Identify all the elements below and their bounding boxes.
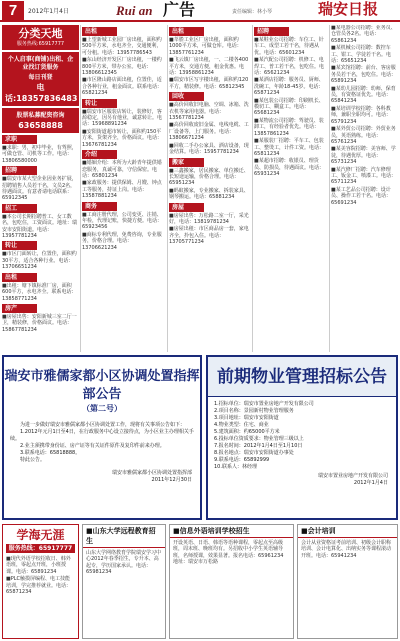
tender-line: 5.建筑面积：约65000平方米 <box>214 429 280 435</box>
listing: ■某机械公司招聘：数控车工、钳工、学徒若干名。电话：65651234 <box>331 45 392 65</box>
category-label: 出租 <box>82 27 117 36</box>
listing: ■飞云镇厂房出租，一、二楼各400平方米，交通方便，租金优惠。电话：13958861234 <box>169 57 249 77</box>
editor-credit: 责任编辑：林小琴 <box>232 9 273 15</box>
listing: ■某超市招聘：收银员、理货员、防损员，待遇面议。电话：65931234 <box>254 158 325 178</box>
tender-line: 1.招标单位：瑞安市置业房地产开发有限公司 <box>214 401 314 407</box>
notice-paragraph: 特此公告。 <box>20 457 46 463</box>
listing: ■某培训学校招聘：各科教师，兼职全职均可。电话：65791234 <box>331 105 392 125</box>
listing: ■瑞安市区写字楼出租，面积约120平方，精装修。电话：65812345 <box>169 77 249 90</box>
notice-paragraph: 3.联系电话：65818888。 <box>20 450 81 456</box>
tender-notice <box>206 355 398 520</box>
listing: ■某汽修厂招聘：汽车修理工、钣金工、喷漆工。电话：65711234 <box>331 166 397 186</box>
notice-paragraph: 为进一步做好瑞安市雅儒家都小区协调处置工作，现将有关事项公告如下： <box>20 422 186 428</box>
promo-box <box>2 52 79 106</box>
listing: ■某美容院招聘：美容师、学徒，待遇优厚。电话：65731234 <box>331 146 396 166</box>
notice-title: 瑞安市雅儒家都小区协调处置指挥部公告 <box>4 368 200 401</box>
notice-issuer: 瑞安市雅儒家都小区协调处置指挥部 <box>111 470 192 476</box>
listing: ■房屋出售：安阳新城三室二厅一卫，精装修，价格面议。电话：15867781234 <box>2 313 77 333</box>
listing-column <box>254 25 328 352</box>
listing: ■某工艺品公司招聘：设计员、操作工若干名。电话：65691234 <box>331 186 392 206</box>
tender-line: 10.联系人：林经理 <box>214 464 257 470</box>
stock-box <box>2 108 79 133</box>
listing: ■某外贸公司招聘：外贸业务员，英语熟练。电话：65761234 <box>331 126 396 145</box>
notice-paragraph: 1.2012年元月1日至4日，在行政服务中心设立接待点，为小区业主办理相关手续。 <box>10 429 194 442</box>
tender-issuer: 瑞安市置业房地产开发有限公司 <box>317 473 388 479</box>
listing-column <box>331 25 398 352</box>
category-label: 搬家 <box>169 158 204 167</box>
category-label: 转让 <box>82 99 117 108</box>
tender-date: 2012年1月4日 <box>353 480 388 486</box>
listing: ■高价回收废旧金属、电线电缆、工厂设备等，上门服务。电话：13806671234 <box>169 122 249 142</box>
promo-text: 每日刊登 <box>28 74 53 81</box>
category-label: 出租 <box>169 27 204 36</box>
listing: ■某宾馆招聘：前台、客房服务员若干名，包吃住。电话：65891234 <box>331 65 397 85</box>
listing: ■安阳街道超市转让，面积约150平方米，货架齐全，价格面议。电话：13676781234 <box>82 128 163 148</box>
listing: ■房屋出租：市区商品房一套，家电齐全，拎包入住。电话：13705771234 <box>169 226 249 246</box>
listing: ■回收二手办公家具、酒店设备，现金结算。电话：15957781234 <box>169 142 249 156</box>
category-label: 招聘 <box>2 166 37 175</box>
education-ad-text: 山东大学网络教育学院瑞安学习中心2012年春季招生，专升本、高起专，学历国家承认。电话：65981234 <box>86 550 162 576</box>
tender-line: 9.联系电话：65892999 <box>214 457 270 463</box>
listing-column <box>169 25 251 352</box>
listing: ■蚂蚁搬家，专业搬家、拆装家具、钢琴搬运。电话：65881234 <box>169 187 249 201</box>
tender-title-band <box>208 357 396 397</box>
column-divider <box>167 25 168 352</box>
education-ad <box>82 524 166 639</box>
classified-column <box>2 25 79 352</box>
education-ad-title: ■会计培训 <box>298 525 397 538</box>
category-label: 转让 <box>2 241 37 250</box>
education-ad-title: ■信息外语培训学校招生 <box>170 525 293 538</box>
tender-line: 4.物业类型：住宅、商业 <box>214 422 269 428</box>
listing: ■瑞安市区服装店转让，装修好，客源稳定，因另有他业，诚意转让。电话：15968891234 <box>82 108 163 128</box>
listing: ■高价回收旧电脑、空调、冰箱、洗衣机等家用电器。电话：13567781234 <box>169 102 249 122</box>
notice-paragraph: 2.业主须携带身份证、房产证等有关证件原件及复印件前来办理。 <box>20 443 165 449</box>
column-divider <box>252 25 253 352</box>
listing: ■某包装公司招聘：印刷机长、模切工、糊盒工。电话：65681234 <box>254 97 324 117</box>
tender-line: 7.报名时间：2012年1月4日至1月10日 <box>214 443 303 449</box>
page-number: 7 <box>2 1 24 20</box>
listing: ■工商注册代理，公司变更、注销、年检，代理记账，快捷方便。电话：65923456 <box>82 211 163 231</box>
listing: ■某酒店招聘：服务员、厨师、洗碗工，年龄18-45岁。电话：65871234 <box>254 77 324 97</box>
listing: ■某物流公司招聘：驾驶员、装卸工，有经验者优先。电话：13857861234 <box>254 117 324 137</box>
listing: ■婚姻介绍：本所为大龄青年提供婚恋服务，真诚可靠，守信保密。电话：65801234 <box>82 160 162 179</box>
education-listing: ■PLC触摸屏编程、电工技能培训，学完推荐就业。电话：65871234 <box>6 576 72 596</box>
promo-phone: 电话:18357836483 <box>5 83 78 103</box>
issue-date: 2012年1月4日 <box>28 8 69 15</box>
listing: ■某幼儿园招聘：幼师、保育员，有资格证优先。电话：65841234 <box>331 85 396 105</box>
education-ad-title: ■山东大学远程教育招生 <box>83 525 165 548</box>
category-label: 回收 <box>169 92 204 101</box>
category-label: 商务 <box>82 202 117 211</box>
stock-text: 股票私募配资咨询 <box>16 112 65 119</box>
newspaper-logo: 瑞安日报 <box>318 2 379 18</box>
listing: ■某鞋业公司招聘：车位工、针车工、成型工若干名，待遇从优。电话：65601234 <box>254 37 324 56</box>
listing: ■家政服务：提供保姆、月嫂、钟点工等服务，持证上岗。电话：13587881234 <box>82 180 162 200</box>
listing: ■市区隆山路店面出租，位置佳，适合各种行业，租金面议。联系电话：65821234 <box>82 77 163 97</box>
listing: ■上望新城工业园厂房出租，面积约500平方米，水电齐全，交通便利，可分租。电话：13957786543 <box>82 37 162 56</box>
education-listing: ■现代外语学校招收日、韩外语班，零起点开班，小班授课。电话：65891234 <box>6 556 71 575</box>
notice-number: （第二号） <box>82 404 122 413</box>
listing: ■莘塍工业区厂房出租，面积约1000平方米，可做仓库。电话：13857761234 <box>169 37 242 56</box>
listing-column <box>82 25 166 352</box>
ruian-label: Rui an <box>116 3 153 18</box>
tender-title: 前期物业管理招标公告 <box>217 367 387 386</box>
classified-banner <box>2 25 79 50</box>
category-label: 招聘 <box>254 27 289 36</box>
tender-line: 6.投标单位资质要求：物业管理三级以上 <box>214 436 304 442</box>
education-box <box>2 524 79 639</box>
classified-title: 分类天地 <box>18 28 63 40</box>
listing: ■出租：塘下镇标准厂房，面积600平方，水电齐全。联系电话：13858771234 <box>2 282 77 302</box>
column-divider <box>329 25 330 352</box>
tender-line: 3.项目地址：瑞安市安阳街道 <box>214 415 279 421</box>
listing: ■东山经济开发区厂房出租，一楼约800平方米，带办公室。电话：13806612345 <box>82 57 162 77</box>
listing: ■求职：男，初中毕业，有驾照，可做仓管、司机等工作。电话：13806580000 <box>2 145 77 164</box>
education-ad-text: 开设英语、日语、韩语等语种课程，零起点至高级班，周末班、晚班均有。另招收中小学生英语辅导班，名师授课，效果显著。报名电话：65961234 地址：瑞安市万松路 <box>173 540 284 566</box>
listing: ■本公司长期招聘普工、女工数名，包吃住，工资面议。地址：瑞安市安阳街道。电话：13957781234 <box>2 213 78 240</box>
listing: ■某电器公司招聘：业务员、仓管员各2名。电话：65861234 <box>331 25 396 44</box>
promo-text: 个人启事(商铺)出租、企业找订货服务 <box>7 56 74 71</box>
tender-line: 8.报名地点：瑞安市安阳街道办事处 <box>214 450 294 456</box>
classified-hotline: 服务热线:65917777 <box>16 41 65 47</box>
listing: ■房屋出售：万松路二室一厅，采光好，电话：13819781234 <box>169 212 249 225</box>
column-divider <box>80 25 81 352</box>
listing: ■三鑫搬家，居民搬家、单位搬迁、长短途运输，价格合理。电话：65951234 <box>169 167 249 187</box>
page-header <box>0 0 400 22</box>
relocation-notice <box>2 355 202 520</box>
category-label: 介绍 <box>82 150 117 159</box>
listing: ■瑞安市某大型企业因业务扩展，招聘销售人员若干名，文员2名，待遇面议。有意者请电话联系：65912345 <box>2 176 77 202</box>
category-label: 房屋 <box>169 203 204 212</box>
education-ad <box>297 524 398 639</box>
category-label: 求职 <box>2 135 37 144</box>
category-label: 招工 <box>2 204 37 213</box>
education-hotline: 服务热线：65917777 <box>6 544 75 553</box>
category-label: 房产 <box>2 304 37 313</box>
section-title: 广告 <box>163 2 196 19</box>
listing: ■市区门面转让，位置佳，面积约30平方，适合各种行业。电话：13706651234 <box>2 251 77 271</box>
education-ad-text: 会计从业资格证考前培训、初级会计职称培训、会计电算化、出纳实务等课程滚动开班。电话：65941234 <box>301 540 392 559</box>
listing: ■某汽配公司招聘：机修工、电焊工、普工若干名，包吃住。电话：65621234 <box>254 57 325 77</box>
listing: ■某服装厂招聘：平车工、包装工、整烫工，计件工资。电话：65811234 <box>254 138 325 157</box>
education-title: 学海无涯 <box>16 528 65 542</box>
stock-phone: 63658888 <box>18 121 63 130</box>
education-ad <box>169 524 294 639</box>
tender-line: 2.项目名称：景园新村物业管理服务 <box>214 408 294 414</box>
notice-date: 2011年12月30日 <box>151 477 192 483</box>
category-label: 出租 <box>2 273 37 282</box>
listing: ■商标专利代理，免费咨询，专业服务，价格合理。电话：13706621234 <box>82 231 162 251</box>
